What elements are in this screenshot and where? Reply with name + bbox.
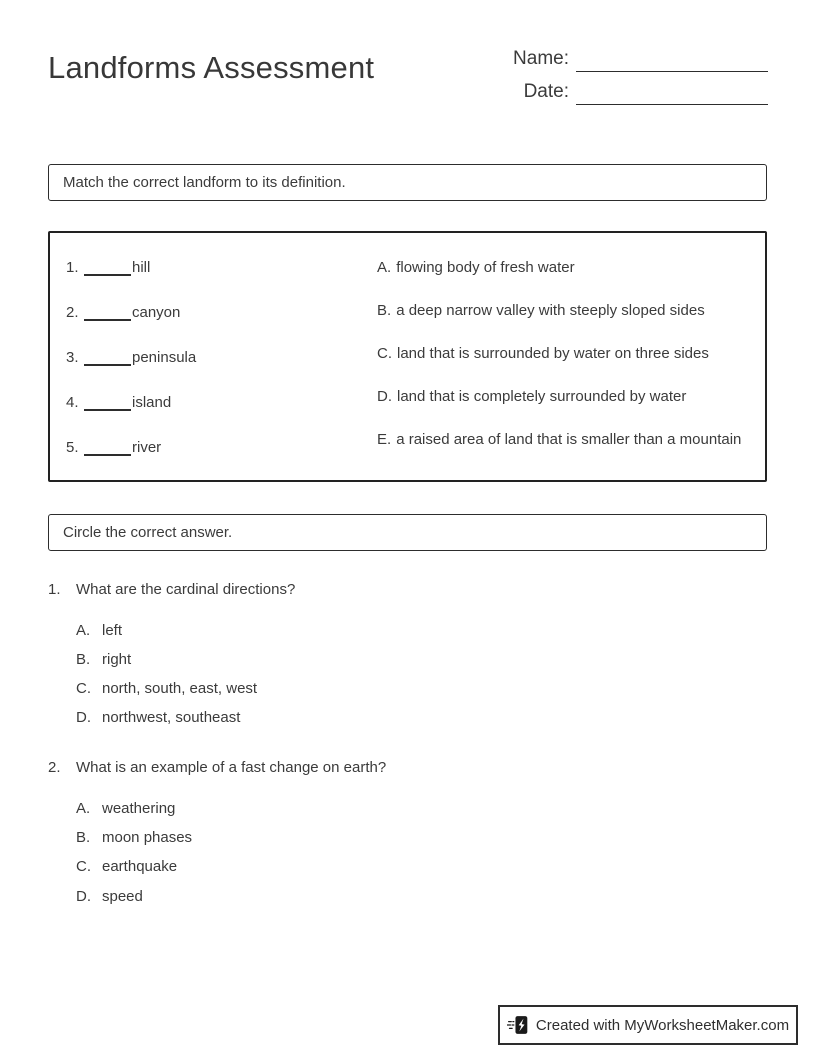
question-number: 1. (48, 581, 61, 598)
definition-text: flowing body of fresh water (396, 259, 575, 276)
definition-item (377, 345, 709, 365)
option-letter: C. (76, 858, 91, 875)
name-field-row (489, 48, 768, 72)
option-letter: D. (76, 709, 91, 726)
term-label: river (132, 439, 162, 456)
term-number: 2. (66, 304, 79, 321)
definition-item (377, 302, 705, 322)
mc-option-2d[interactable] (76, 888, 143, 905)
mc-question-2 (48, 759, 386, 776)
circle-instruction-box (48, 514, 767, 551)
definition-text: a raised area of land that is smaller than a mountain (396, 431, 742, 448)
option-text: speed (102, 888, 143, 905)
definition-letter: D. (377, 388, 392, 405)
term-answer-blank[interactable] (84, 397, 131, 411)
option-letter: C. (76, 680, 91, 697)
definition-item (377, 388, 686, 408)
date-label: Date: (523, 81, 569, 102)
term-answer-blank[interactable] (84, 307, 131, 321)
mc-option-1a[interactable] (76, 622, 122, 639)
term-row (66, 258, 150, 278)
footer-credit-box (498, 1005, 798, 1045)
option-text: weathering (102, 800, 176, 817)
option-text: north, south, east, west (102, 680, 258, 697)
circle-instruction-text: Circle the correct answer. (63, 524, 233, 541)
mc-option-1d[interactable] (76, 709, 240, 726)
definition-text: land that is completely surrounded by water (397, 388, 687, 405)
definition-letter: B. (377, 302, 392, 319)
term-row (66, 438, 161, 458)
definition-letter: C. (377, 345, 392, 362)
flying-worksheet-icon (507, 1014, 529, 1036)
term-label: peninsula (132, 349, 197, 366)
mc-option-2b[interactable] (76, 829, 192, 846)
date-blank-line[interactable] (576, 81, 768, 105)
definition-item (377, 431, 741, 451)
term-row (66, 348, 196, 368)
definition-item (377, 259, 575, 279)
option-text: moon phases (102, 829, 193, 846)
question-text: What are the cardinal directions? (76, 581, 296, 598)
name-date-block (489, 48, 768, 105)
term-number: 3. (66, 349, 79, 366)
footer-credit-text: Created with MyWorksheetMaker.com (535, 1016, 790, 1034)
definition-text: a deep narrow valley with steeply sloped sides (396, 302, 705, 319)
name-label: Name: (513, 48, 569, 69)
term-label: island (132, 394, 172, 411)
option-letter: A. (76, 800, 91, 817)
question-text: What is an example of a fast change on earth? (76, 759, 387, 776)
matching-instruction-text: Match the correct landform to its definition. (63, 174, 346, 191)
option-text: left (102, 622, 123, 639)
option-letter: B. (76, 651, 91, 668)
term-answer-blank[interactable] (84, 442, 131, 456)
term-number: 5. (66, 439, 79, 456)
term-row (66, 303, 180, 323)
definition-letter: E. (377, 431, 392, 448)
term-number: 1. (66, 259, 79, 276)
name-blank-line[interactable] (576, 48, 768, 72)
mc-option-1b[interactable] (76, 651, 131, 668)
mc-option-1c[interactable] (76, 680, 257, 697)
question-number: 2. (48, 759, 61, 776)
option-letter: D. (76, 888, 91, 905)
term-label: canyon (132, 304, 181, 321)
option-letter: A. (76, 622, 91, 639)
option-text: earthquake (102, 858, 178, 875)
mc-option-2a[interactable] (76, 800, 175, 817)
option-letter: B. (76, 829, 91, 846)
term-number: 4. (66, 394, 79, 411)
term-answer-blank[interactable] (84, 352, 131, 366)
option-text: northwest, southeast (102, 709, 241, 726)
matching-instruction-box (48, 164, 767, 201)
mc-option-2c[interactable] (76, 858, 177, 875)
definition-text: land that is surrounded by water on three sides (397, 345, 709, 362)
term-label: hill (132, 259, 151, 276)
page-title: Landforms Assessment (48, 50, 375, 85)
term-row (66, 393, 171, 413)
term-answer-blank[interactable] (84, 262, 131, 276)
matching-box (48, 231, 767, 482)
mc-question-1 (48, 581, 295, 598)
date-field-row (489, 81, 768, 105)
option-text: right (102, 651, 132, 668)
definition-letter: A. (377, 259, 392, 276)
